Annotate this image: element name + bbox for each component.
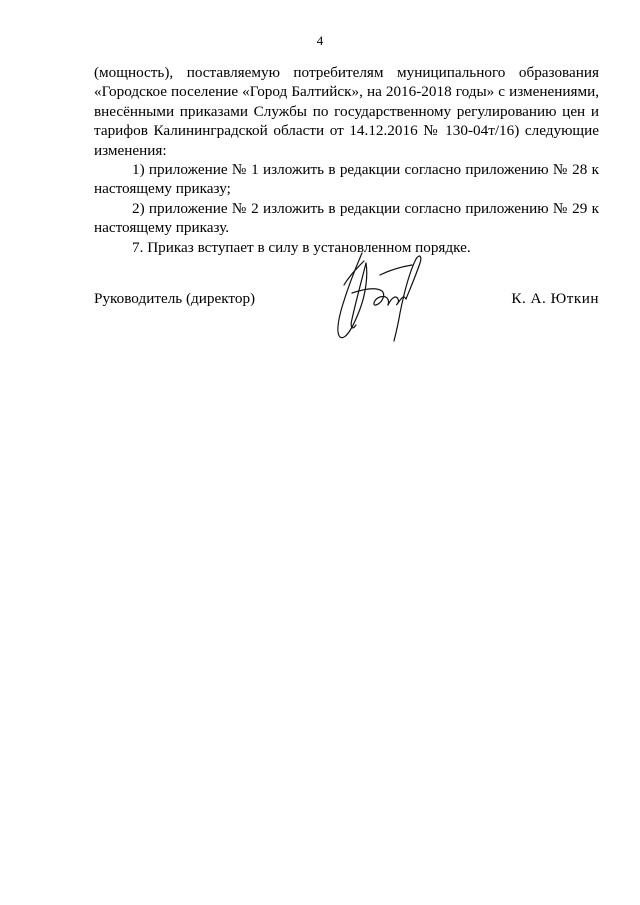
paragraph-entry-into-force: 7. Приказ вступает в силу в установленном порядке. <box>132 238 471 256</box>
page-number: 4 <box>316 33 324 48</box>
signature-block <box>94 290 599 360</box>
list-item-appendix-1: 1) приложение № 1 изложить в редакции согласно приложению № 28 к настоящему приказу; <box>94 161 599 198</box>
signatory-title: Руководитель (директор) <box>94 290 256 307</box>
signatory-name: К. А. Юткин <box>511 290 599 307</box>
paragraph-continuation: (мощность), поставляемую потребителям муниципального образования «Городское поселение «Город Балтийск», на 2016-2018 годы» с изменениями, внесёнными приказами Службы по государственному регулированию цен и тарифов Калининградской области от 14.12.2016 № 130-04т/16) следующие изменения: <box>94 64 599 159</box>
document-body <box>94 63 599 257</box>
handwritten-signature <box>322 245 432 355</box>
list-item-appendix-2: 2) приложение № 2 изложить в редакции согласно приложению № 29 к настоящему приказу. <box>94 199 599 237</box>
